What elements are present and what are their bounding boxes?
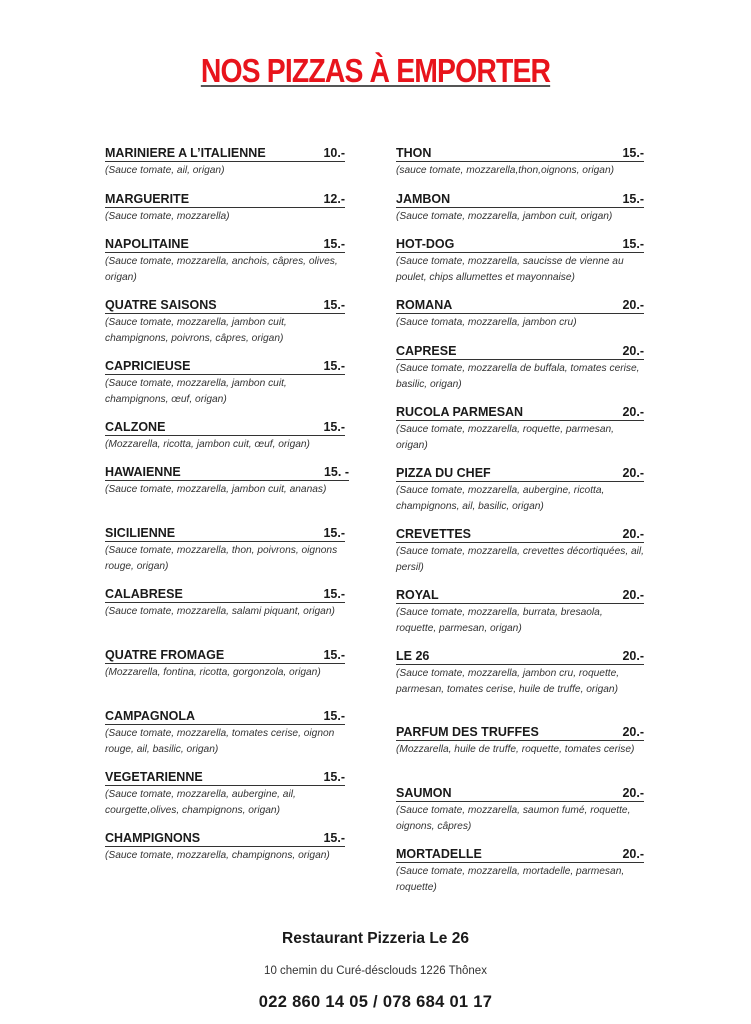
item-name: RUCOLA PARMESAN bbox=[396, 405, 524, 419]
item-description: (Sauce tomate, mozzarella de buffala, tomates cerise, basilic, origan) bbox=[396, 363, 640, 390]
menu-item-header bbox=[105, 465, 349, 481]
item-price: 20.- bbox=[622, 786, 644, 800]
item-name: CAPRICIEUSE bbox=[105, 359, 191, 373]
menu-item bbox=[105, 298, 345, 359]
menu-item bbox=[105, 192, 345, 237]
menu-item bbox=[396, 649, 644, 725]
item-description: (Sauce tomate, mozzarella, saumon fumé, roquette, oignons, câpres) bbox=[396, 805, 631, 832]
item-price: 15.- bbox=[323, 526, 345, 540]
item-price: 20.- bbox=[622, 847, 644, 861]
item-description: (Sauce tomate, mozzarella, aubergine, ail, courgette,olives, champignons, origan) bbox=[105, 789, 296, 816]
menu-item bbox=[396, 192, 644, 237]
item-price: 20.- bbox=[622, 298, 644, 312]
menu-item-header bbox=[105, 526, 345, 542]
menu-item-header bbox=[105, 192, 345, 208]
menu-item bbox=[396, 527, 644, 588]
item-description: (Mozzarella, ricotta, jambon cuit, œuf, origan) bbox=[105, 439, 310, 450]
menu-item-header bbox=[396, 146, 644, 162]
item-name: HOT-DOG bbox=[396, 237, 455, 251]
menu-item-header bbox=[105, 587, 345, 603]
item-description: (Sauce tomate, mozzarella, tomates cerise, oignon rouge, ail, basilic, origan) bbox=[105, 728, 335, 755]
menu-item bbox=[105, 648, 345, 709]
menu-item-header bbox=[105, 237, 345, 253]
item-price: 15.- bbox=[323, 298, 345, 312]
item-name: THON bbox=[396, 146, 432, 160]
menu-item bbox=[396, 725, 644, 786]
item-name: PIZZA DU CHEF bbox=[396, 466, 491, 480]
item-price: 15.- bbox=[323, 237, 345, 251]
item-name: QUATRE SAISONS bbox=[105, 298, 217, 312]
item-description: (Sauce tomate, mozzarella, roquette, parmesan, origan) bbox=[396, 424, 615, 451]
item-name: MARINIERE A L’ITALIENNE bbox=[105, 146, 266, 160]
item-name: CAMPAGNOLA bbox=[105, 709, 196, 723]
menu-item-header bbox=[105, 146, 345, 162]
item-name: PARFUM DES TRUFFES bbox=[396, 725, 539, 739]
menu-item-header bbox=[105, 298, 345, 314]
item-description: (Sauce tomate, mozzarella, saucisse de vienne au poulet, chips allumettes et mayonnaise) bbox=[396, 256, 624, 283]
item-name: JAMBON bbox=[396, 192, 451, 206]
menu-item bbox=[105, 465, 349, 526]
item-price: 15.- bbox=[323, 648, 345, 662]
item-price: 15.- bbox=[622, 237, 644, 251]
menu-item bbox=[105, 146, 345, 192]
menu-item bbox=[396, 847, 644, 893]
menu-item-header bbox=[396, 725, 644, 741]
item-price: 15.- bbox=[323, 709, 345, 723]
item-name: HAWAIENNE bbox=[105, 465, 181, 479]
item-description: (Sauce tomate, mozzarella, salami piquant, origan) bbox=[105, 606, 335, 617]
menu-item bbox=[105, 526, 345, 587]
menu-item-header bbox=[396, 847, 644, 863]
menu-item bbox=[396, 405, 644, 466]
item-price: 20.- bbox=[622, 725, 644, 739]
restaurant-address: 10 chemin du Curé-désclouds 1226 Thônex bbox=[264, 965, 487, 977]
item-description: (Sauce tomate, mozzarella, burrata, bresaola, roquette, parmesan, origan) bbox=[396, 607, 603, 634]
item-description: (Mozzarella, fontina, ricotta, gorgonzola, origan) bbox=[105, 667, 321, 678]
item-name: SICILIENNE bbox=[105, 526, 176, 540]
item-price: 20.- bbox=[622, 466, 644, 480]
menu-item bbox=[396, 588, 644, 649]
item-price: 15.- bbox=[323, 420, 345, 434]
item-price: 15.- bbox=[622, 146, 644, 160]
menu-item-header bbox=[396, 192, 644, 208]
item-price: 20.- bbox=[622, 649, 644, 663]
item-description: (Sauce tomate, mozzarella, jambon cru, roquette, parmesan, tomates cerise, huile de truffe, origan) bbox=[396, 668, 620, 695]
item-name: CALZONE bbox=[105, 420, 166, 434]
item-description: (Sauce tomate, mozzarella, jambon cuit, ananas) bbox=[105, 484, 327, 495]
item-description: (Sauce tomate, mozzarella, crevettes décortiquées, ail, persil) bbox=[396, 546, 645, 573]
menu-item-header bbox=[396, 237, 644, 253]
menu-item bbox=[396, 298, 644, 344]
menu-item bbox=[105, 359, 345, 420]
menu-column-left bbox=[105, 146, 349, 876]
item-description: (Sauce tomate, mozzarella) bbox=[105, 211, 230, 222]
menu-item bbox=[105, 770, 345, 831]
menu-item bbox=[396, 344, 644, 405]
item-price: 15.- bbox=[323, 831, 345, 845]
menu-item bbox=[105, 831, 345, 876]
menu-item-header bbox=[105, 359, 345, 375]
menu-item bbox=[105, 420, 345, 465]
menu-title: NOS PIZZAS À EMPORTER bbox=[200, 52, 551, 89]
item-price: 15.- bbox=[622, 192, 644, 206]
item-name: NAPOLITAINE bbox=[105, 237, 189, 251]
item-description: (Sauce tomate, mozzarella, mortadelle, parmesan, roquette) bbox=[396, 866, 625, 893]
item-name: CALABRESE bbox=[105, 587, 183, 601]
item-description: (Sauce tomata, mozzarella, jambon cru) bbox=[396, 317, 577, 328]
item-description: (Sauce tomate, mozzarella, jambon cuit, origan) bbox=[396, 211, 613, 222]
menu-item bbox=[105, 709, 345, 770]
item-price: 15.- bbox=[323, 587, 345, 601]
item-price: 15.- bbox=[323, 770, 345, 784]
menu-item-header bbox=[105, 770, 345, 786]
item-price: 10.- bbox=[323, 146, 345, 160]
menu-item bbox=[396, 786, 644, 847]
item-price: 15. - bbox=[323, 465, 349, 479]
item-description: (Sauce tomate, mozzarella, aubergine, ricotta, champignons, ail, basilic, origan) bbox=[396, 485, 605, 512]
restaurant-name: Restaurant Pizzeria Le 26 bbox=[282, 930, 469, 947]
item-description: (sauce tomate, mozzarella,thon,oignons, origan) bbox=[396, 165, 615, 176]
restaurant-phone: 022 860 14 05 / 078 684 01 17 bbox=[258, 993, 493, 1011]
menu-item bbox=[105, 587, 345, 648]
menu-item-header bbox=[396, 649, 644, 665]
item-name: ROMANA bbox=[396, 298, 453, 312]
menu-item-header bbox=[396, 298, 644, 314]
menu-item bbox=[396, 146, 644, 192]
menu-item-header bbox=[105, 648, 345, 664]
item-price: 20.- bbox=[622, 405, 644, 419]
item-description: (Mozzarella, huile de truffe, roquette, tomates cerise) bbox=[396, 744, 635, 755]
item-price: 12.- bbox=[323, 192, 345, 206]
item-price: 20.- bbox=[622, 527, 644, 541]
item-name: VEGETARIENNE bbox=[105, 770, 203, 784]
item-name: MORTADELLE bbox=[396, 847, 482, 861]
menu-item bbox=[105, 237, 345, 298]
item-name: CAPRESE bbox=[396, 344, 457, 358]
item-description: (Sauce tomate, ail, origan) bbox=[105, 165, 225, 176]
item-description: (Sauce tomate, mozzarella, champignons, origan) bbox=[105, 850, 330, 861]
item-description: (Sauce tomate, mozzarella, thon, poivrons, oignons rouge, origan) bbox=[105, 545, 338, 572]
item-name: MARGUERITE bbox=[105, 192, 190, 206]
menu-item-header bbox=[105, 831, 345, 847]
item-description: (Sauce tomate, mozzarella, anchois, câpres, olives, origan) bbox=[105, 256, 338, 283]
menu-item-header bbox=[396, 344, 644, 360]
menu-item-header bbox=[396, 466, 644, 482]
item-name: SAUMON bbox=[396, 786, 452, 800]
item-name: CHAMPIGNONS bbox=[105, 831, 201, 845]
menu-item-header bbox=[105, 709, 345, 725]
item-price: 20.- bbox=[622, 344, 644, 358]
menu-item-header bbox=[396, 405, 644, 421]
item-name: CREVETTES bbox=[396, 527, 472, 541]
menu-item bbox=[396, 237, 644, 298]
item-name: ROYAL bbox=[396, 588, 439, 602]
item-description: (Sauce tomate, mozzarella, jambon cuit, champignons, œuf, origan) bbox=[105, 378, 287, 405]
menu-item-header bbox=[105, 420, 345, 436]
item-description: (Sauce tomate, mozzarella, jambon cuit, champignons, poivrons, câpres, origan) bbox=[105, 317, 287, 344]
item-name: QUATRE FROMAGE bbox=[105, 648, 225, 662]
item-name: LE 26 bbox=[396, 649, 430, 663]
menu-item bbox=[396, 466, 644, 527]
menu-column-right bbox=[396, 146, 644, 893]
menu-item-header bbox=[396, 786, 644, 802]
menu-item-header bbox=[396, 527, 644, 543]
item-price: 20.- bbox=[622, 588, 644, 602]
item-price: 15.- bbox=[323, 359, 345, 373]
menu-item-header bbox=[396, 588, 644, 604]
